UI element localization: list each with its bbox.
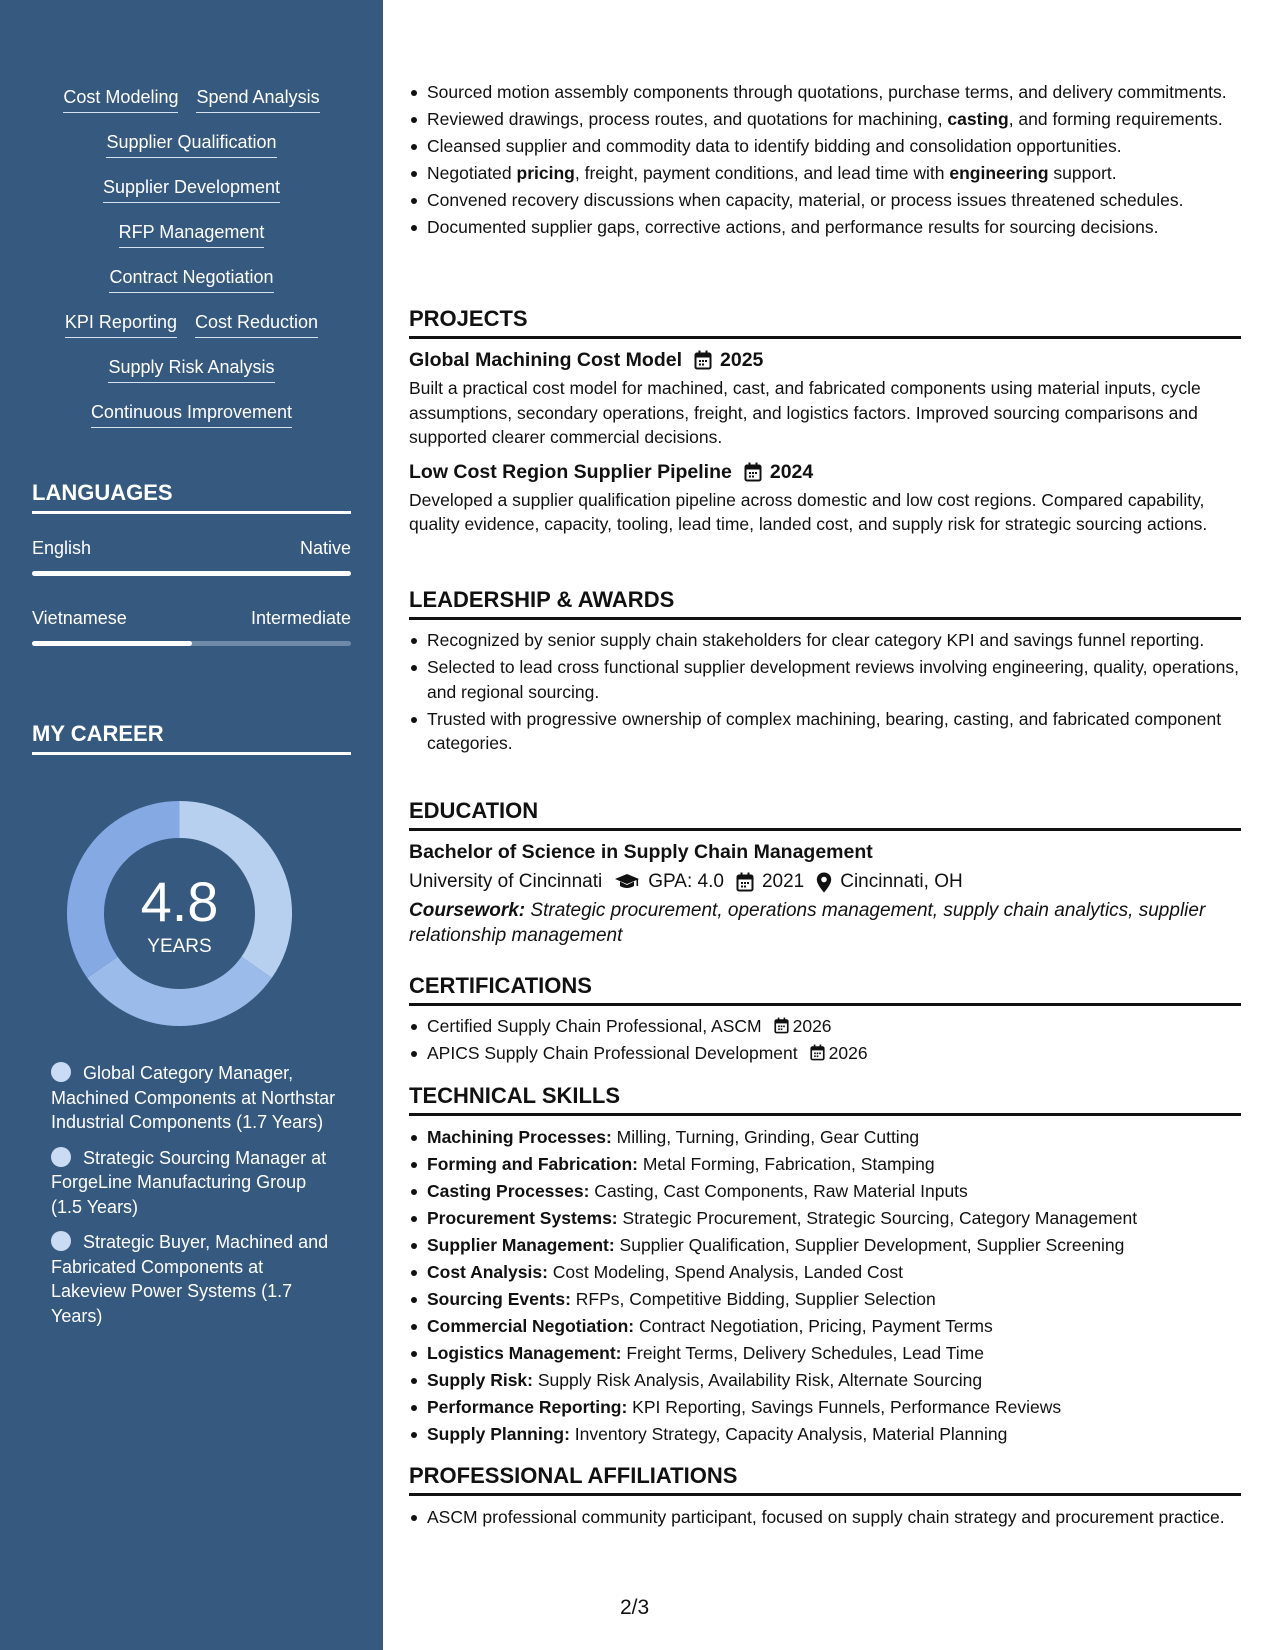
language-proficiency-bar: [32, 571, 351, 576]
career-heading: MY CAREER: [32, 721, 351, 755]
section-title: EDUCATION: [409, 798, 1241, 831]
certification-year: 2026: [828, 1043, 868, 1063]
technical-skill-item: [409, 1368, 1241, 1393]
certification-name: Certified Supply Chain Professional, ASCM: [427, 1016, 762, 1036]
graduation-cap-icon: [614, 873, 640, 891]
language-vietnamese: [32, 608, 351, 646]
skill-values: Supplier Qualification, Supplier Development, Supplier Screening: [614, 1235, 1125, 1255]
experience-bullet: Sourced motion assembly components through quotations, purchase terms, and delivery commitments.: [409, 80, 1241, 105]
skill-category: Commercial Negotiation:: [427, 1316, 635, 1336]
skill-tag-row: [0, 221, 383, 266]
skill-category: Forming and Fabrication:: [427, 1154, 638, 1174]
page-number: 2/3: [620, 1596, 650, 1619]
sidebar: [0, 0, 383, 1650]
project-title-row: [409, 459, 1241, 485]
skill-category: Supply Planning:: [427, 1424, 570, 1444]
career-item-text: Global Category Manager, Machined Components at Northstar Industrial Components (1.7 Years): [51, 1063, 336, 1132]
skill-values: Metal Forming, Fabrication, Stamping: [637, 1154, 935, 1174]
skill-tag-row: [0, 356, 383, 401]
skill-values: Milling, Turning, Grinding, Gear Cutting: [611, 1127, 920, 1147]
gpa: GPA: 4.0: [648, 871, 724, 892]
leadership-bullet: Selected to lead cross functional supplier development reviews involving engineering, quality, operations, and regional sourcing.: [409, 655, 1241, 704]
leadership-bullet: Recognized by senior supply chain stakeholders for clear category KPI and savings funnel reporting.: [409, 628, 1241, 653]
technical-skill-item: [409, 1125, 1241, 1150]
skill-tag: RFP Management: [119, 221, 265, 248]
skill-category: Casting Processes:: [427, 1181, 590, 1201]
calendar-icon: [810, 1044, 825, 1061]
technical-skill-item: [409, 1206, 1241, 1231]
skill-category: Supply Risk:: [427, 1370, 533, 1390]
skill-tag: Supplier Development: [103, 176, 280, 203]
skill-category: Sourcing Events:: [427, 1289, 571, 1309]
technical-skill-item: [409, 1233, 1241, 1258]
project-name: Low Cost Region Supplier Pipeline: [409, 460, 732, 483]
coursework: [409, 899, 1241, 948]
section-title: CERTIFICATIONS: [409, 973, 1241, 1006]
language-name: Vietnamese: [32, 608, 127, 628]
project-name: Global Machining Cost Model: [409, 349, 682, 371]
calendar-icon: [694, 350, 712, 370]
skill-tag: Continuous Improvement: [91, 401, 292, 428]
career-years-label: YEARS: [147, 936, 212, 957]
skill-tag: Contract Negotiation: [109, 266, 273, 293]
certifications-section: [409, 973, 1241, 1068]
technical-skill-item: [409, 1260, 1241, 1285]
project-item: [409, 347, 1241, 450]
technical-skill-item: [409, 1152, 1241, 1177]
skill-tag-row: [0, 401, 383, 446]
career-dot-icon: [51, 1062, 71, 1082]
technical-skill-item: [409, 1314, 1241, 1339]
technical-skill-item: [409, 1341, 1241, 1366]
map-pin-icon: [816, 872, 832, 893]
leadership-section: [409, 587, 1241, 758]
skill-category: Machining Processes:: [427, 1127, 612, 1147]
skill-values: Inventory Strategy, Capacity Analysis, Material Planning: [569, 1424, 1008, 1444]
skill-values: Casting, Cast Components, Raw Material Inputs: [589, 1181, 968, 1201]
section-title: TECHNICAL SKILLS: [409, 1083, 1241, 1116]
skill-tag: Supplier Qualification: [106, 131, 276, 158]
language-english: [32, 538, 351, 576]
skill-tag-row: [0, 266, 383, 311]
section-title: PROJECTS: [409, 306, 1241, 339]
experience-bullet: Reviewed drawings, process routes, and quotations for machining, casting, and forming requirements.: [409, 107, 1241, 132]
language-proficiency-fill: [32, 641, 192, 646]
skill-values: Freight Terms, Delivery Schedules, Lead Time: [621, 1343, 984, 1363]
skill-tag-row: [0, 131, 383, 176]
experience-bullets: [409, 80, 1241, 242]
skill-tag: Cost Reduction: [195, 311, 318, 338]
experience-bullet: Negotiated pricing, freight, payment conditions, and lead time with engineering support.: [409, 161, 1241, 186]
calendar-icon: [736, 872, 754, 892]
career-donut-chart: [66, 800, 293, 1027]
language-level: Native: [299, 538, 351, 558]
career-donut-segment: [102, 967, 256, 1007]
skill-category: Procurement Systems:: [427, 1208, 618, 1228]
degree: Bachelor of Science in Supply Chain Management: [409, 841, 873, 863]
experience-bullet: Cleansed supplier and commodity data to identify bidding and consolidation opportunities.: [409, 134, 1241, 159]
project-description: Developed a supplier qualification pipeline across domestic and low cost regions. Compared capability, quality evidence, capacity, tooling, lead time, landed cost, and supply risk for strategic sourcing actions.: [409, 489, 1208, 534]
skill-tag: Cost Modeling: [63, 86, 178, 113]
school-name: University of Cincinnati: [409, 871, 603, 892]
certification-name: APICS Supply Chain Professional Development: [427, 1043, 798, 1063]
skill-category: Logistics Management:: [427, 1343, 622, 1363]
coursework-label: Coursework:: [409, 900, 526, 921]
skill-values: Supply Risk Analysis, Availability Risk, Alternate Sourcing: [533, 1370, 983, 1390]
skill-category: Supplier Management:: [427, 1235, 615, 1255]
career-item: [51, 1146, 341, 1220]
skill-values: Strategic Procurement, Strategic Sourcing, Category Management: [617, 1208, 1138, 1228]
affiliations-section: [409, 1463, 1241, 1532]
language-proficiency-bar: [32, 641, 351, 646]
language-proficiency-fill: [32, 571, 351, 576]
language-name: English: [32, 538, 92, 558]
technical-skill-item: [409, 1179, 1241, 1204]
skill-tag-row: [0, 176, 383, 221]
skill-tag: KPI Reporting: [65, 311, 177, 338]
education-meta: [409, 869, 1241, 895]
certification-item: [409, 1014, 1241, 1039]
project-year: 2025: [720, 349, 764, 371]
section-title: LEADERSHIP & AWARDS: [409, 587, 1241, 620]
skill-tag: Supply Risk Analysis: [108, 356, 274, 383]
technical-skill-item: [409, 1395, 1241, 1420]
technical-skill-item: [409, 1287, 1241, 1312]
skill-tag-row: [0, 86, 383, 131]
certification-year: 2026: [792, 1016, 832, 1036]
graduation-year: 2021: [761, 871, 805, 892]
career-item-text: Strategic Buyer, Machined and Fabricated Components at Lakeview Power Systems (1.7 Years): [51, 1232, 329, 1326]
career-item: [51, 1061, 341, 1135]
experience-bullet: Documented supplier gaps, corrective actions, and performance results for sourcing decisions.: [409, 215, 1241, 240]
skill-values: Contract Negotiation, Pricing, Payment Terms: [634, 1316, 993, 1336]
leadership-bullet: Trusted with progressive ownership of complex machining, bearing, casting, and fabricated component categories.: [409, 707, 1241, 756]
calendar-icon: [774, 1017, 789, 1034]
skill-category: Cost Analysis:: [427, 1262, 548, 1282]
education-section: [409, 798, 1241, 948]
skill-category: Performance Reporting:: [427, 1397, 628, 1417]
career-item: [51, 1230, 341, 1328]
technical-skill-item: [409, 1422, 1241, 1447]
languages-heading: LANGUAGES: [32, 480, 351, 514]
career-dot-icon: [51, 1147, 71, 1167]
project-description: Built a practical cost model for machined, cast, and fabricated components using material inputs, cycle assumptions, secondary operations, freight, and logistics factors. Improved sourcing comparisons and supported clearer commercial decisions.: [409, 378, 1201, 447]
certification-item: [409, 1041, 1241, 1066]
skill-values: RFPs, Competitive Bidding, Supplier Selection: [570, 1289, 936, 1309]
project-title-row: [409, 347, 1241, 373]
career-item-text: Strategic Sourcing Manager at ForgeLine Manufacturing Group (1.5 Years): [51, 1147, 327, 1217]
technical-skills-section: [409, 1083, 1241, 1449]
projects-section: [409, 306, 1241, 546]
project-year: 2024: [769, 460, 814, 483]
career-total-years: 4.8: [140, 870, 219, 933]
language-level: Intermediate: [250, 608, 351, 628]
experience-bullet: Convened recovery discussions when capacity, material, or process issues threatened schedules.: [409, 188, 1241, 213]
skill-values: Cost Modeling, Spend Analysis, Landed Cost: [547, 1262, 903, 1282]
project-item: [409, 459, 1241, 537]
calendar-icon: [744, 462, 762, 482]
skill-tag: Spend Analysis: [196, 86, 319, 113]
skill-tag-row: [0, 311, 383, 356]
affiliation-bullet: ASCM professional community participant, focused on supply chain strategy and procurement practice.: [409, 1505, 1241, 1530]
career-list: [51, 1061, 341, 1339]
career-dot-icon: [51, 1231, 71, 1251]
location: Cincinnati, OH: [840, 871, 963, 892]
coursework-text: Strategic procurement, operations management, supply chain analytics, supplier relationship management: [409, 900, 1206, 946]
skill-values: KPI Reporting, Savings Funnels, Performance Reviews: [627, 1397, 1062, 1417]
skill-tags: [0, 86, 383, 446]
section-title: PROFESSIONAL AFFILIATIONS: [409, 1463, 1241, 1496]
